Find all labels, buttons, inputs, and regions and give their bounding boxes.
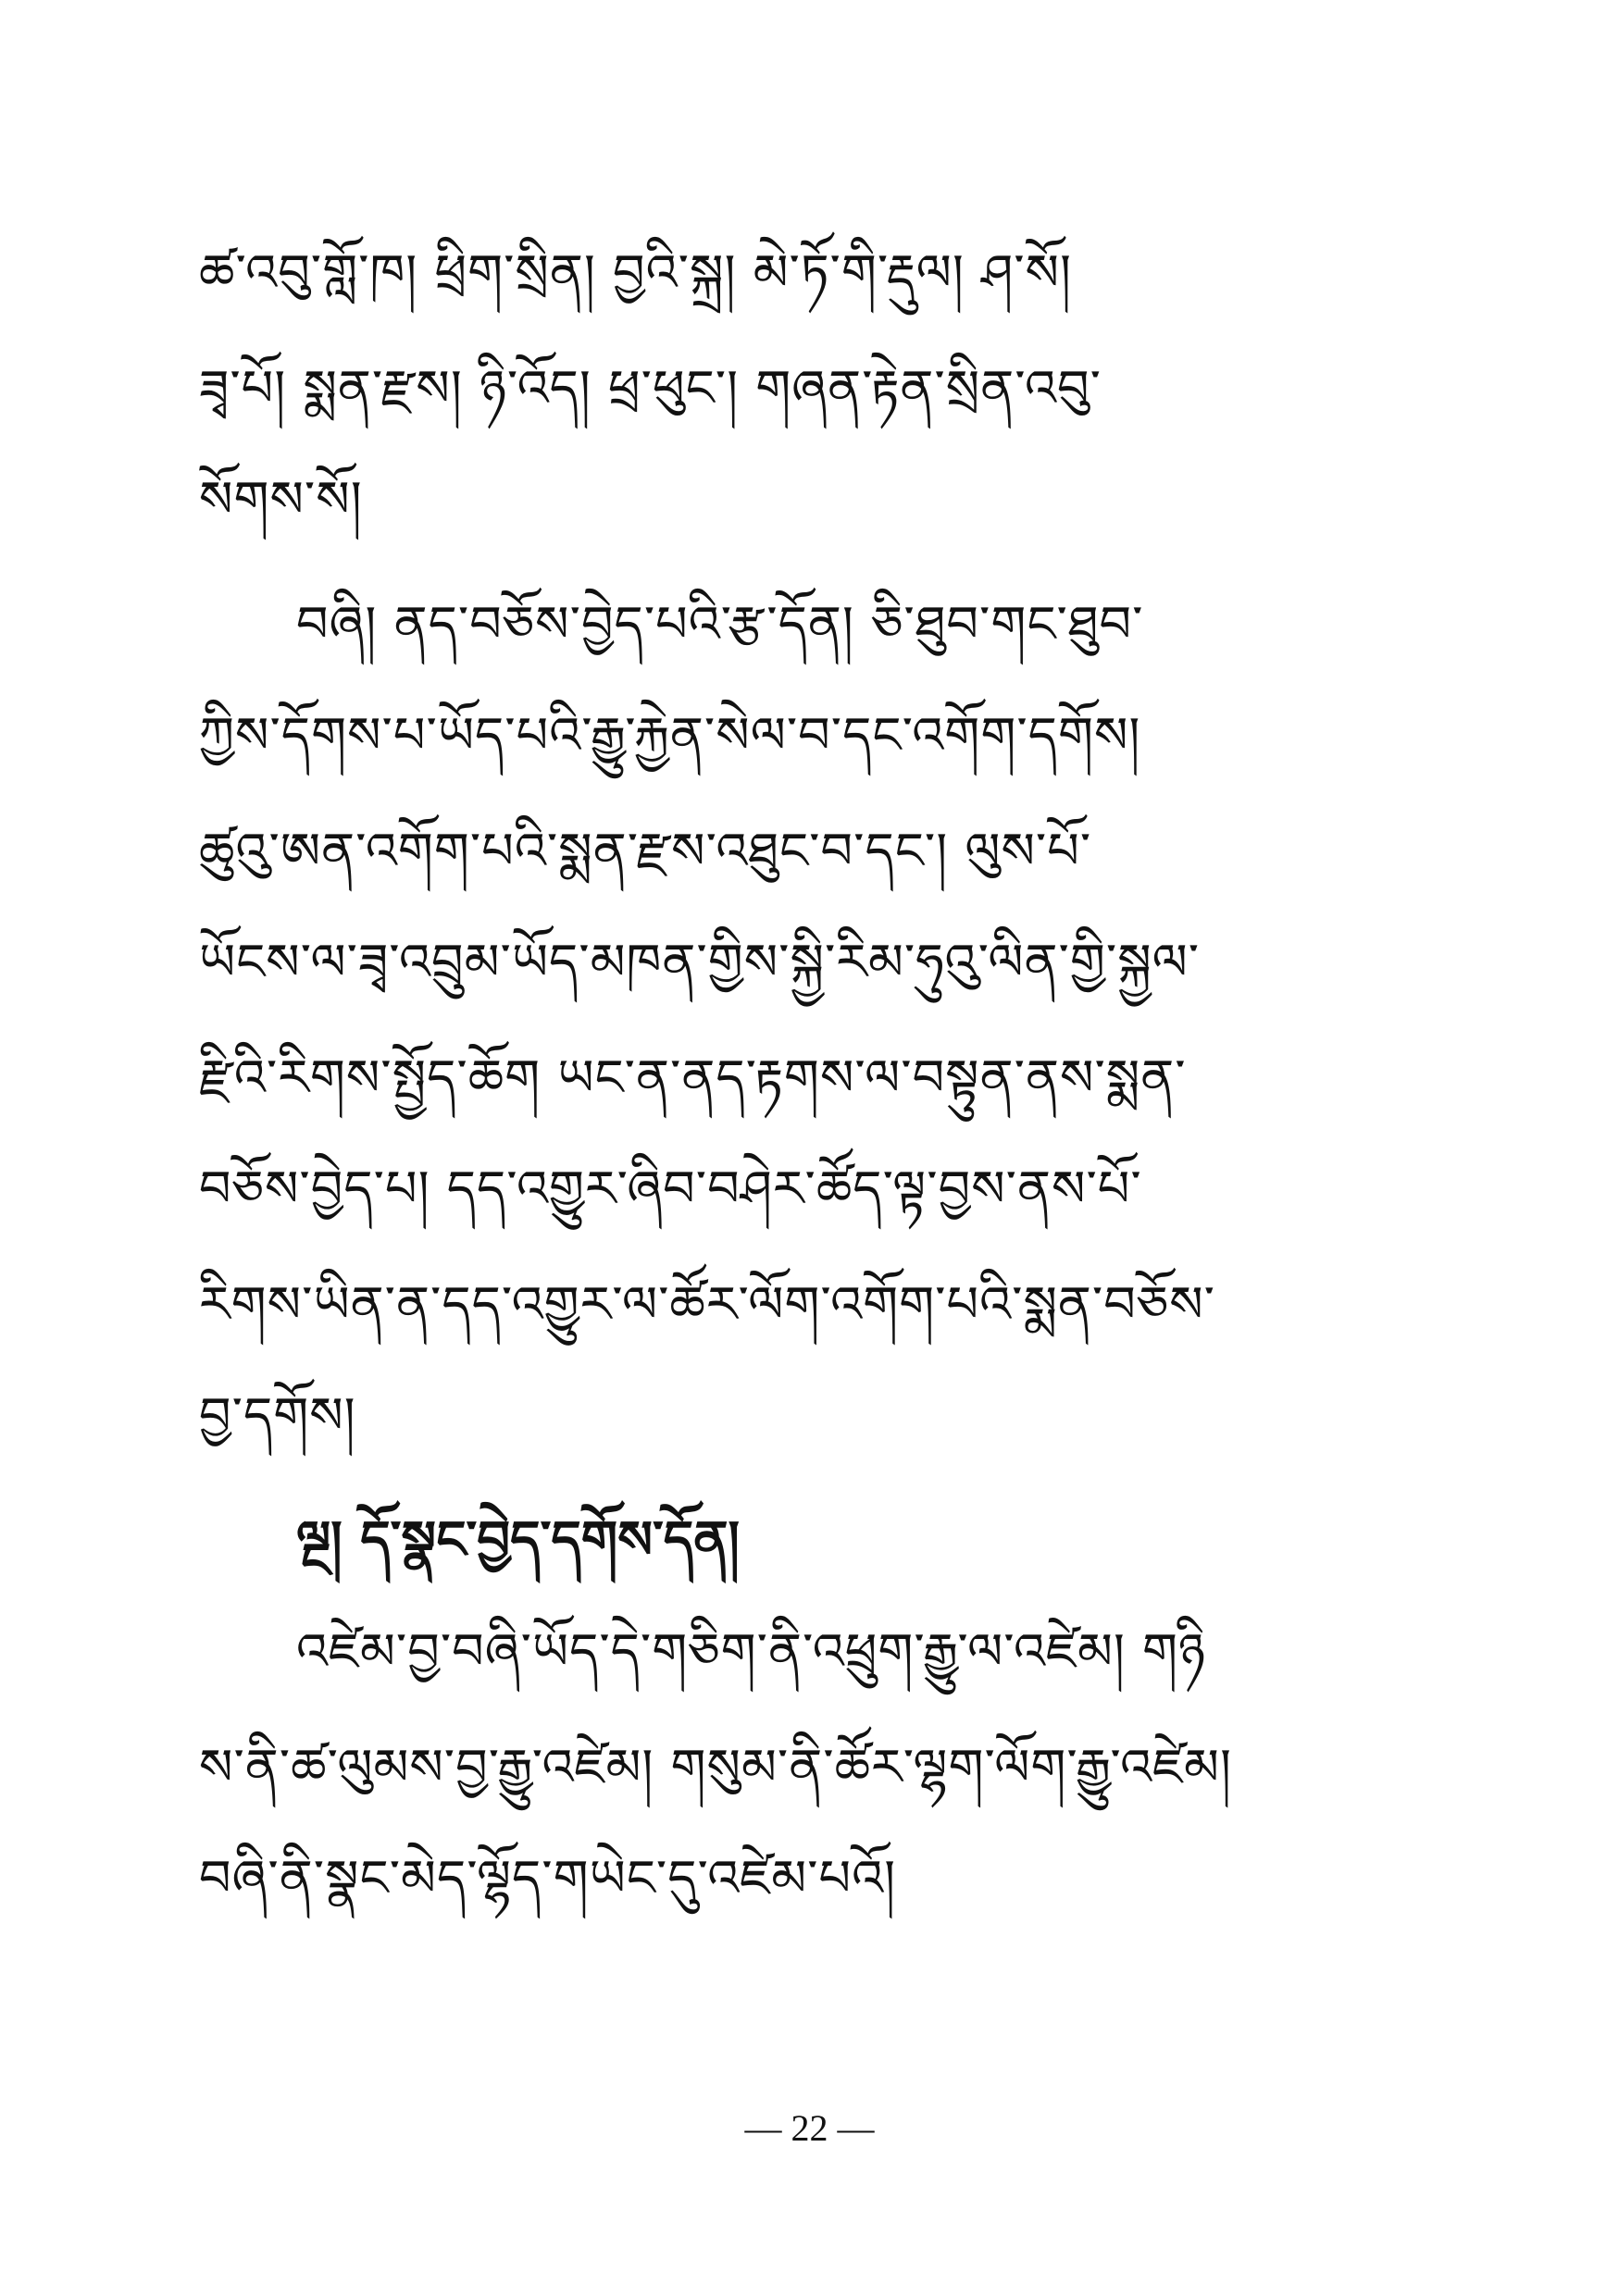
section-heading: ལྔ། དོ་སྣང་བྱེད་དགོས་དོན། [296, 1510, 740, 1570]
text-line: བཞི་ནི་སྣང་མེད་ལྷོད་གཡེང་དུ་འཛེམ་པའོ། [199, 1849, 897, 1907]
text-line: རིགས་ཡིན་ན་དད་འགྱུར་ལ་ཚོར་ལོག་འགོག་པའི་སྨན་བཅོས་ [199, 1275, 1216, 1334]
text-line: འཛེམ་བྱ་བཞི་ཡོད་དེ་གཅིག་ནི་འཕྲུག་རྒྱུ་ལ་འཛེམ། གཉི [296, 1622, 1206, 1681]
text-line: བཞི། ནད་བཅོས་བྱེད་པའི་རྩ་དོན། ཅི་ཐུབ་གང་ཐུབ་ [296, 595, 1144, 653]
text-line: ཡོངས་ལ་ཟྭ་འབྲུམ་ཡོད་མཁན་གྱིས་སྐྱི་རིམ་ཧུའུ་ལིན་གྱི་སྐྱལ་ [199, 933, 1201, 991]
text-line: སོགས་སོ། [199, 470, 363, 528]
text-line: བྱ་དགོས། [199, 1386, 356, 1445]
text-line: ས་ནི་ཚ་ལུམས་བྱ་རྒྱུ་འཛེམ། གསུམ་ནི་ཚོར་ལྷག་ལོག་རྒྱུ་འཛེམ། [199, 1738, 1232, 1796]
page-number: — 22 — [744, 2107, 875, 2149]
text-line: ཟྭ་པོ། སྨན་རྫས། ཉི་འོད། ཕྲ་ཕུང་། གཞན་རྟེན་སྲིན་འབུ་ [199, 359, 1102, 417]
text-line: ཚུའུ་ཨན་འགོག་པའི་སྨན་རྫས་འཐུང་བ་དང་། ལུས་པོ་ [199, 822, 1092, 880]
text-line: རྫིའི་རིགས་སྤྱོད་ཆོག ཡང་ན་ནད་རྟགས་ལ་བསྟུན་ནས་སྨན་ [199, 1049, 1187, 1107]
text-line: ཚ་འབུ་གློ་ཁ། ཕྲིག་སྲིན། བྱའི་སྐྲ། མེ་ཏོ་གི་རྡུལ། ཤ་སོ། [199, 243, 1072, 302]
text-line: ཀྱིས་དོགས་པ་ཡོད་པའི་རྒྱུ་རྐྱེན་སེལ་བ་དང་འགོག་དགོས། [199, 706, 1141, 764]
text-line: བཅོས་བྱེད་པ། དད་འགྱུར་ཞིབ་བཤེར་ཚོད་ལྟ་བྱས་ནས་པོ་ [199, 1160, 1142, 1218]
